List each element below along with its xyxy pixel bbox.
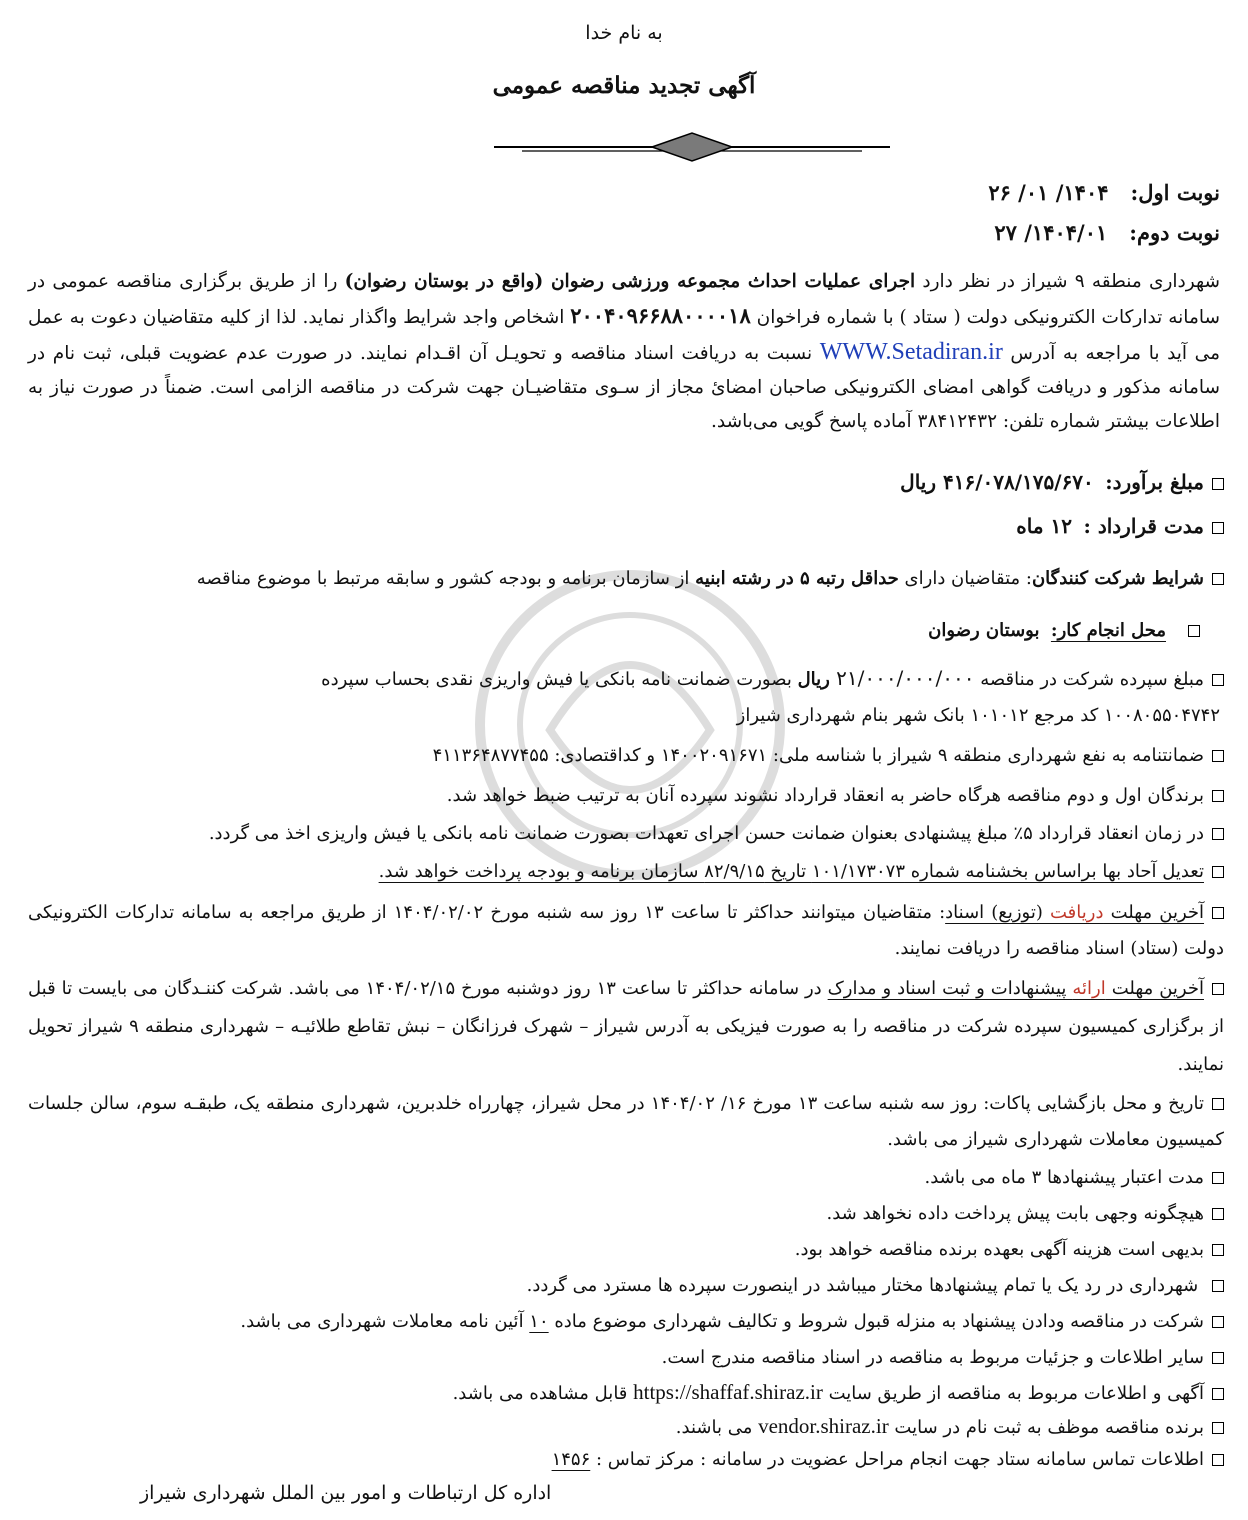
checkbox-icon: [1212, 983, 1224, 995]
checkbox-icon: [1212, 1098, 1224, 1110]
participation-text-a: شرکت در مناقصه ودادن پیشنهاد به منزله قبول شروط و تکالیف شهرداری موضوع ماده: [548, 1311, 1204, 1332]
vendor-text-b: می باشند.: [675, 1417, 759, 1438]
vendor-row: [28, 1410, 1224, 1444]
deposit-unit: ریال: [797, 669, 837, 690]
checkbox-icon: [1212, 1316, 1224, 1328]
checkbox-icon: [1212, 828, 1224, 840]
adjustment-row: [28, 856, 1224, 888]
setadiran-link[interactable]: WWW.Setadiran.ir: [819, 339, 1003, 365]
contact-row: [28, 1444, 1224, 1476]
checkbox-icon: [1212, 1422, 1224, 1434]
project-title: اجرای عملیات احداث مجموعه ورزشی رضوان (واقع در بوستان رضوان): [344, 271, 916, 292]
contact-number: ۱۴۵۶: [551, 1449, 591, 1470]
checkbox-icon: [1212, 750, 1224, 762]
doc-deadline-row: [28, 895, 1224, 967]
duration-label: مدت قرارداد :: [1083, 514, 1204, 538]
no-advance-text: هیچگونه وجهی بابت پیش پرداخت داده نخواهد شد.: [826, 1203, 1204, 1224]
checkbox-icon: [1212, 907, 1224, 919]
checkbox-icon: [1188, 625, 1200, 637]
checkbox-icon: [1212, 1454, 1224, 1466]
checkbox-icon: [1212, 866, 1224, 878]
submit-deadline-row: [28, 970, 1224, 1084]
doc-deadline-receive: دریافت: [1050, 902, 1104, 923]
ad-cost-text: بدیهی است هزینه آگهی بعهده برنده مناقصه خواهد بود.: [794, 1239, 1204, 1260]
first-publication-label: نوبت اول:: [1130, 180, 1220, 205]
checkbox-icon: [1212, 674, 1224, 686]
checkbox-icon: [1212, 478, 1224, 490]
second-publication: [994, 220, 1220, 245]
eligibility-label: شرایط شرکت کنندگان: [1031, 568, 1204, 589]
intro-text-2: را از طریق برگزاری مناقصه عمومی در سامانه تدارکات الکترونیکی دولت ( ستاد ) با شماره فراخوان: [28, 271, 1220, 328]
reject-text: شهرداری در رد یک یا تمام پیشنهادها مختار میباشد در اینصورت سپرده ها مسترد می گردد.: [526, 1275, 1204, 1296]
submit-deadline-present: ارائه: [1072, 978, 1106, 999]
deposit-account-line: ۱۰۰۸۰۵۵۰۴۷۴۲ کد مرجع ۱۰۱۰۱۲ بانک شهر بنام شهرداری شیراز: [736, 705, 1220, 726]
duration-value: ۱۲ ماه: [1016, 514, 1073, 538]
shaffaf-row: [28, 1376, 1224, 1410]
validity-text: مدت اعتبار پیشنهادها ۳ ماه می باشد.: [924, 1167, 1204, 1188]
submit-deadline-heading: [828, 978, 1204, 999]
intro-text-1: شهرداری منطقه ۹ شیراز در نظر دارد: [915, 271, 1221, 292]
checkbox-icon: [1212, 1244, 1224, 1256]
guarantee-text: ضمانتنامه به نفع شهرداری منطقه ۹ شیراز با شناسه ملی: ۱۴۰۰۲۰۹۱۶۷۱ و کداقتصادی: ۴۱۱۳۶۴۸۷۷۴۵۵: [432, 745, 1204, 766]
intro-text-3: اشخاص واجد شرایط واگذار نماید. لذا از کلیه متقاضیان دعوت به عمل می آید با مراجعه به آدرس: [28, 307, 1220, 364]
participation-row: [28, 1306, 1224, 1338]
footer-signature: اداره کل ارتباطات و امور بین الملل شهرداری شیراز: [140, 1482, 552, 1504]
adjustment-text: تعدیل آحاد بها براساس بخشنامه شماره ۱۰۱/۱۷۳۰۷۳ تاریخ ۸۲/۹/۱۵ سازمان برنامه و بودجه پرداخت خواهد شد.: [378, 861, 1204, 882]
estimate-row: [28, 466, 1224, 500]
tender-number: ۲۰۰۴۰۹۶۶۸۸۰۰۰۰۱۸: [570, 303, 751, 328]
shaffaf-link[interactable]: https://shaffaf.shiraz.ir: [633, 1380, 823, 1404]
opening-row: [28, 1086, 1224, 1158]
eligibility-grade: حداقل رتبه ۵ در رشته ابنیه: [695, 568, 899, 589]
location-value: بوستان رضوان: [928, 620, 1040, 641]
eligibility-text-2: از سازمان برنامه و بودجه کشور و سابقه مرتبط با موضوع مناقصه: [196, 568, 696, 589]
deposit-text-1: مبلغ سپرده شرکت در مناقصه: [974, 669, 1204, 690]
first-publication: [988, 180, 1220, 205]
other-info-text: سایر اطلاعات و جزئیات مربوط به مناقصه در اسناد مناقصه مندرج است.: [661, 1347, 1204, 1368]
divider-ornament: [492, 130, 892, 164]
checkbox-icon: [1212, 573, 1224, 585]
doc-deadline-text: : متقاضیان میتوانند حداکثر تا ساعت ۱۳ روز سه شنبه مورخ ۱۴۰۴/۰۲/۰۲ از طریق مراجعه به سامانه تدارکات الکترونیکی دولت (ستاد) اسناد مناقصه را دریافت نمایند.: [28, 902, 1224, 959]
estimate-value: ۴۱۶/۰۷۸/۱۷۵/۶۷۰ ریال: [900, 470, 1094, 494]
checkbox-icon: [1212, 522, 1224, 534]
opening-text: تاریخ و محل بازگشایی پاکات: روز سه شنبه ساعت ۱۳ مورخ ۱۶/ ۱۴۰۴/۰۲ در محل شیراز، چهارراه خلدبرین، شهرداری منطقه یک، طبقـه سوم، سالن جلسات کمیسیون معاملات شهرداری شیراز می باشد.: [28, 1093, 1224, 1150]
reject-row: [28, 1270, 1224, 1302]
checkbox-icon: [1212, 1352, 1224, 1364]
guarantee-row: [28, 740, 1224, 772]
page-title: آگهی تجدید مناقصه عمومی: [492, 72, 756, 99]
deposit-row: [28, 662, 1224, 696]
checkbox-icon: [1212, 1388, 1224, 1400]
second-publication-date: ۱۴۰۴/۰۱/ ۲۷: [994, 220, 1108, 245]
submit-deadline-b: پیشنهادات و ثبت اسناد و مدارک: [827, 978, 1073, 999]
doc-deadline-b: (توزیع) اسناد: [945, 902, 1050, 923]
shaffaf-text-a: آگهی و اطلاعات مربوط به مناقصه از طریق سایت: [822, 1383, 1204, 1404]
performance-text: در زمان انعقاد قرارداد ۵٪ مبلغ پیشنهادی بعنوان ضمانت حسن اجرای تعهدات بصورت ضمانت نامه بانکی یا فیش واریزی اخذ می گردد.: [208, 823, 1204, 844]
second-publication-label: نوبت دوم:: [1129, 220, 1220, 245]
eligibility-text-1: : متقاضیان دارای: [898, 568, 1032, 589]
checkbox-icon: [1212, 1280, 1224, 1292]
shaffaf-text-b: قابل مشاهده می باشد.: [452, 1383, 634, 1404]
intro-text-4: نسبت به دریافت اسناد مناقصه و تحویـل آن اقـدام نمایند. در صورت عدم عضویت قبلی، ثبت نام در سامانه مذکور و دریافت گواهی امضای الکترونیکی صاحبان امضائ مجاز از سـوی متقاضیـان جهت شرکت در مناقصه الزامی است. ضمناً در صورت نیاز به اطلاعات بیشتر شماره تلفن: ۳۸۴۱۲۴۳۲ آماده پاسخ گویی می‌باشد.: [28, 343, 1220, 432]
submit-deadline-a: آخرین مهلت: [1105, 978, 1204, 999]
first-publication-date: ۱۴۰۴/ ۰۱/ ۲۶: [988, 180, 1109, 205]
winners-text: برندگان اول و دوم مناقصه هرگاه حاضر به انعقاد قرارداد نشوند سپرده آنان به ترتیب ضبط خواهد شد.: [446, 785, 1204, 806]
deposit-amount: ۲۱/۰۰۰/۰۰۰/۰۰۰: [836, 666, 975, 690]
intro-paragraph: [28, 265, 1220, 439]
other-info-row: [28, 1342, 1224, 1374]
eligibility-row: [28, 563, 1224, 595]
ad-cost-row: [28, 1234, 1224, 1266]
location-row: [28, 615, 1200, 647]
winners-row: [28, 780, 1224, 812]
submit-deadline-text: در سامانه حداکثر تا ساعت ۱۳ روز دوشنبه مورخ ۱۴۰۴/۰۲/۱۵ می باشد. شرکت کننـدگان می بایست تا قبل از برگزاری کمیسیون سپرده شرکت در مناقصه را به صورت فیزیکی به آدرس شیراز – شهرک فرزانگان – نبش تقاطع طلائیـه – شهرداری منطقه ۹ شیراز تحویل نمایند.: [28, 978, 1224, 1075]
estimate-label: مبلغ برآورد:: [1105, 470, 1204, 494]
checkbox-icon: [1212, 1208, 1224, 1220]
deposit-text-2: بصورت ضمانت نامه بانکی یا فیش واریزی نقدی بحساب سپرده: [321, 669, 798, 690]
duration-row: [28, 510, 1224, 544]
participation-text-b: آئین نامه معاملات شهرداری می باشد.: [240, 1311, 530, 1332]
location-label: محل انجام کار:: [1050, 620, 1166, 641]
doc-deadline-heading: [945, 902, 1204, 923]
performance-row: [28, 818, 1224, 850]
validity-row: [28, 1162, 1224, 1194]
basmala: به نام خدا: [585, 22, 663, 44]
vendor-text-a: برنده مناقصه موظف به ثبت نام در سایت: [888, 1417, 1204, 1438]
no-advance-row: [28, 1198, 1224, 1230]
checkbox-icon: [1212, 790, 1224, 802]
contact-text: اطلاعات تماس سامانه ستاد جهت انجام مراحل عضویت در سامانه : مرکز تماس :: [590, 1449, 1204, 1470]
doc-deadline-a: آخرین مهلت: [1103, 902, 1205, 923]
checkbox-icon: [1212, 1172, 1224, 1184]
participation-article: ۱۰: [529, 1311, 549, 1332]
vendor-link[interactable]: vendor.shiraz.ir: [758, 1414, 889, 1438]
